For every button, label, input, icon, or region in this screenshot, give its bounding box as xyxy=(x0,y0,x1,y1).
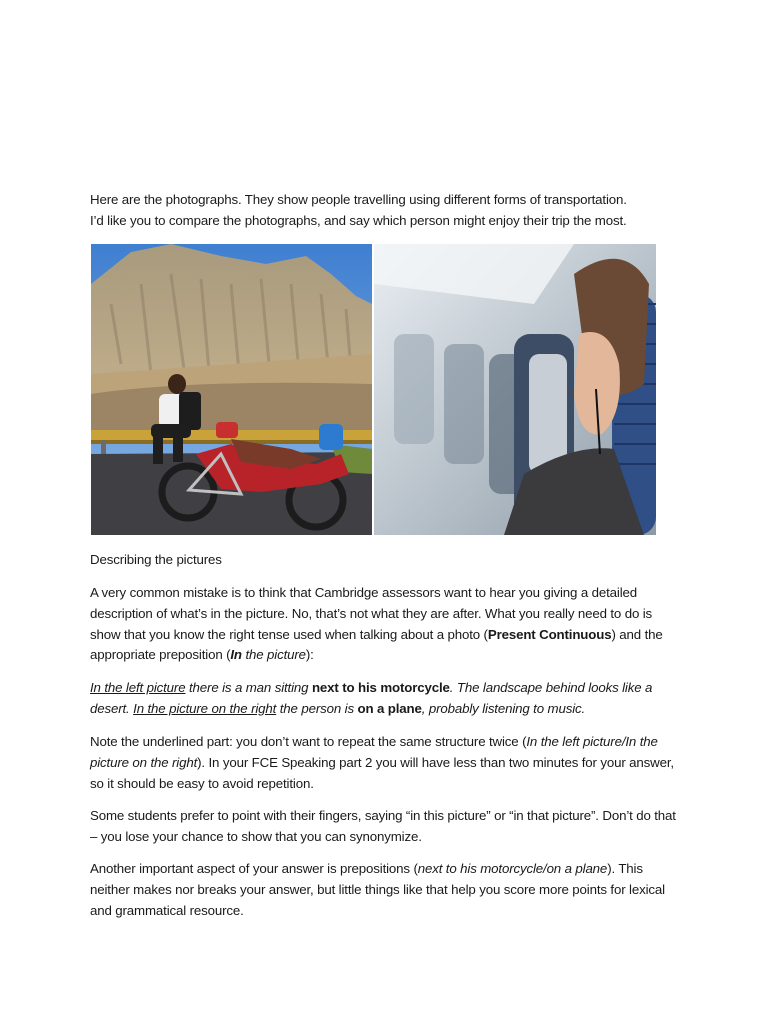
example-bold-plane: on a plane xyxy=(357,700,422,716)
para1-text-c: ) and the appropriate preposition ( xyxy=(90,626,663,663)
intro-line-1: Here are the photographs. They show people travelling using different forms of transportation. xyxy=(90,192,627,207)
example-underlined-left: In the left picture xyxy=(90,680,186,695)
in-term: In xyxy=(230,647,242,663)
example-text-b: there is a man sitting xyxy=(185,680,312,695)
para1-text-f: ): xyxy=(305,647,314,663)
intro-line-2: I’d like you to compare the photographs, and say which person might enjoy their trip the most. xyxy=(90,212,627,228)
the-picture-term: the picture xyxy=(241,647,306,663)
intro-text xyxy=(90,190,690,231)
example-underlined-right: In the picture on the right xyxy=(133,700,277,716)
para2-italic: In the left picture/In the picture on the right xyxy=(90,734,658,770)
example-text-h: , probably listening to music. xyxy=(421,700,586,716)
photo-motorcycle-desert xyxy=(91,244,372,535)
para2-text-c: ). In your FCE Speaking part 2 you will have less than two minutes for your answer, so it should be easy to avoid repetition. xyxy=(90,754,674,791)
para4-text-c: ). This neither makes nor breaks your answer, but little things like that help you score more points for lexical and grammatical resource. xyxy=(90,861,665,918)
present-continuous-term: Present Continuous xyxy=(487,626,612,642)
photographs xyxy=(91,244,656,535)
para4-text-a: Another important aspect of your answer is prepositions ( xyxy=(90,861,418,876)
para1-text-a: A very common mistake is to think that Cambridge assessors want to hear you giving a detailed description of what’s in the picture. No, that’s not what they are after. What you really need to do is show that you know the right tense used when talking about a photo ( xyxy=(90,585,653,642)
paragraph-4 xyxy=(90,859,680,921)
paragraph-1 xyxy=(90,583,680,666)
paragraph-2 xyxy=(90,732,680,794)
example-bold-motorcycle: next to his motorcycle xyxy=(311,680,450,695)
para2-text-a: Note the underlined part: you don’t want to repeat the same structure twice ( xyxy=(90,734,527,749)
section-heading: Describing the pictures xyxy=(90,552,222,567)
example-text-f: the person is xyxy=(276,700,358,716)
photo-airplane-passenger xyxy=(374,244,656,535)
para4-italic: next to his motorcycle/on a plane xyxy=(417,861,608,876)
example-sentence xyxy=(90,678,680,720)
paragraph-3: Some students prefer to point with their fingers, saying “in this picture” or “in that picture”. Don’t do that – you lose your chance to show that you can synonymize. xyxy=(90,808,676,844)
example-text-d: . The landscape behind looks like a desert. xyxy=(90,680,653,716)
